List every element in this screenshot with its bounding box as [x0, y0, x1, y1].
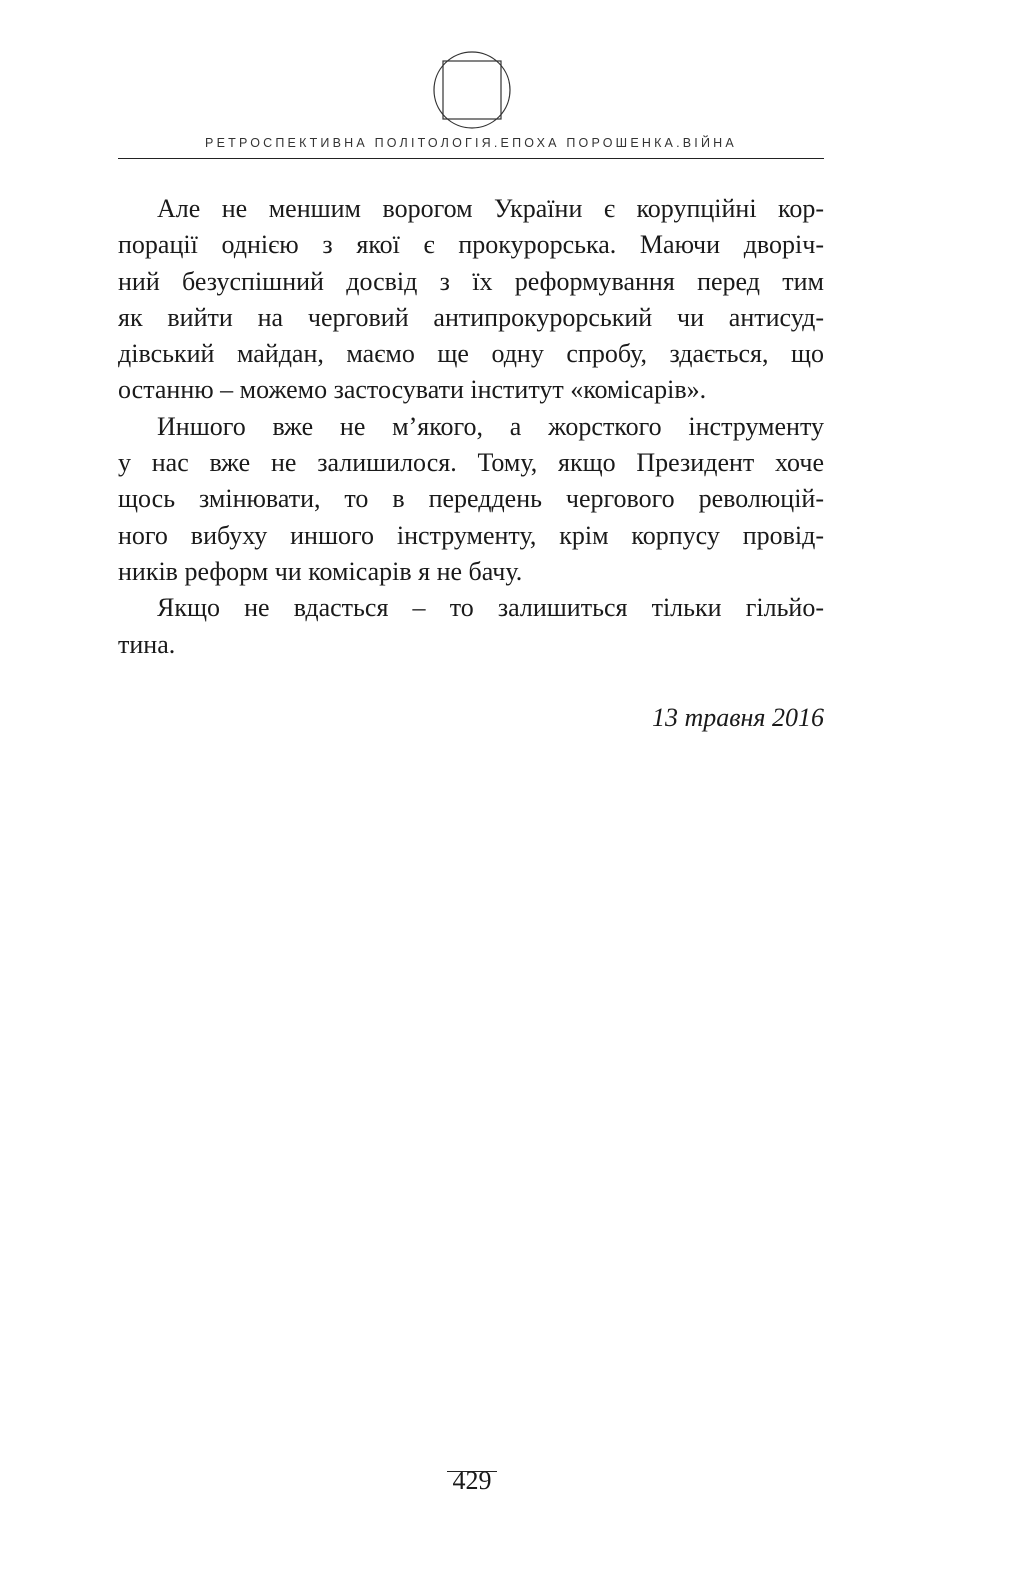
- running-header-title: РЕТРОСПЕКТИВНА ПОЛІТОЛОГІЯ.ЕПОХА ПОРОШЕНКА.ВІЙНА: [205, 136, 737, 150]
- text-line: ників реформ чи комісарів я не бачу.: [118, 556, 523, 586]
- dateline: 13 травня 2016: [651, 703, 824, 732]
- body-text: [118, 191, 824, 663]
- text-line: Але не меншим ворогом України є корупційні кор-: [157, 194, 824, 223]
- text-line: останню – можемо застосувати інститут «комісарів».: [118, 375, 707, 405]
- text-line: дівський майдан, маємо ще одну спробу, здається, що: [118, 339, 824, 369]
- text-line: порації однією з якої є прокурорська. Маючи дворіч-: [118, 230, 824, 260]
- circle-square-emblem-icon: [432, 50, 512, 130]
- text-line: Якщо не вдасться – то залишиться тільки гільйо-: [157, 593, 824, 623]
- page-number: 429: [452, 1466, 492, 1495]
- paragraph: [118, 191, 824, 409]
- header-rule: [118, 158, 824, 159]
- text-line: ного вибуху иншого інструменту, крім корпусу провід-: [118, 520, 824, 550]
- text-line: тина.: [118, 629, 176, 659]
- text-line: Иншого вже не м’якого, а жорсткого інструменту: [157, 411, 824, 441]
- text-line: ний безуспішний досвід з їх реформування перед тим: [118, 266, 824, 296]
- paragraph: [118, 590, 824, 663]
- text-line: як вийти на черговий антипрокурорський чи антисуд-: [118, 302, 824, 332]
- text-line: щось змінювати, то в переддень чергового революцій-: [118, 484, 824, 514]
- paragraph: [118, 409, 824, 590]
- text-line: у нас вже не залишилося. Тому, якщо Президент хоче: [118, 448, 824, 478]
